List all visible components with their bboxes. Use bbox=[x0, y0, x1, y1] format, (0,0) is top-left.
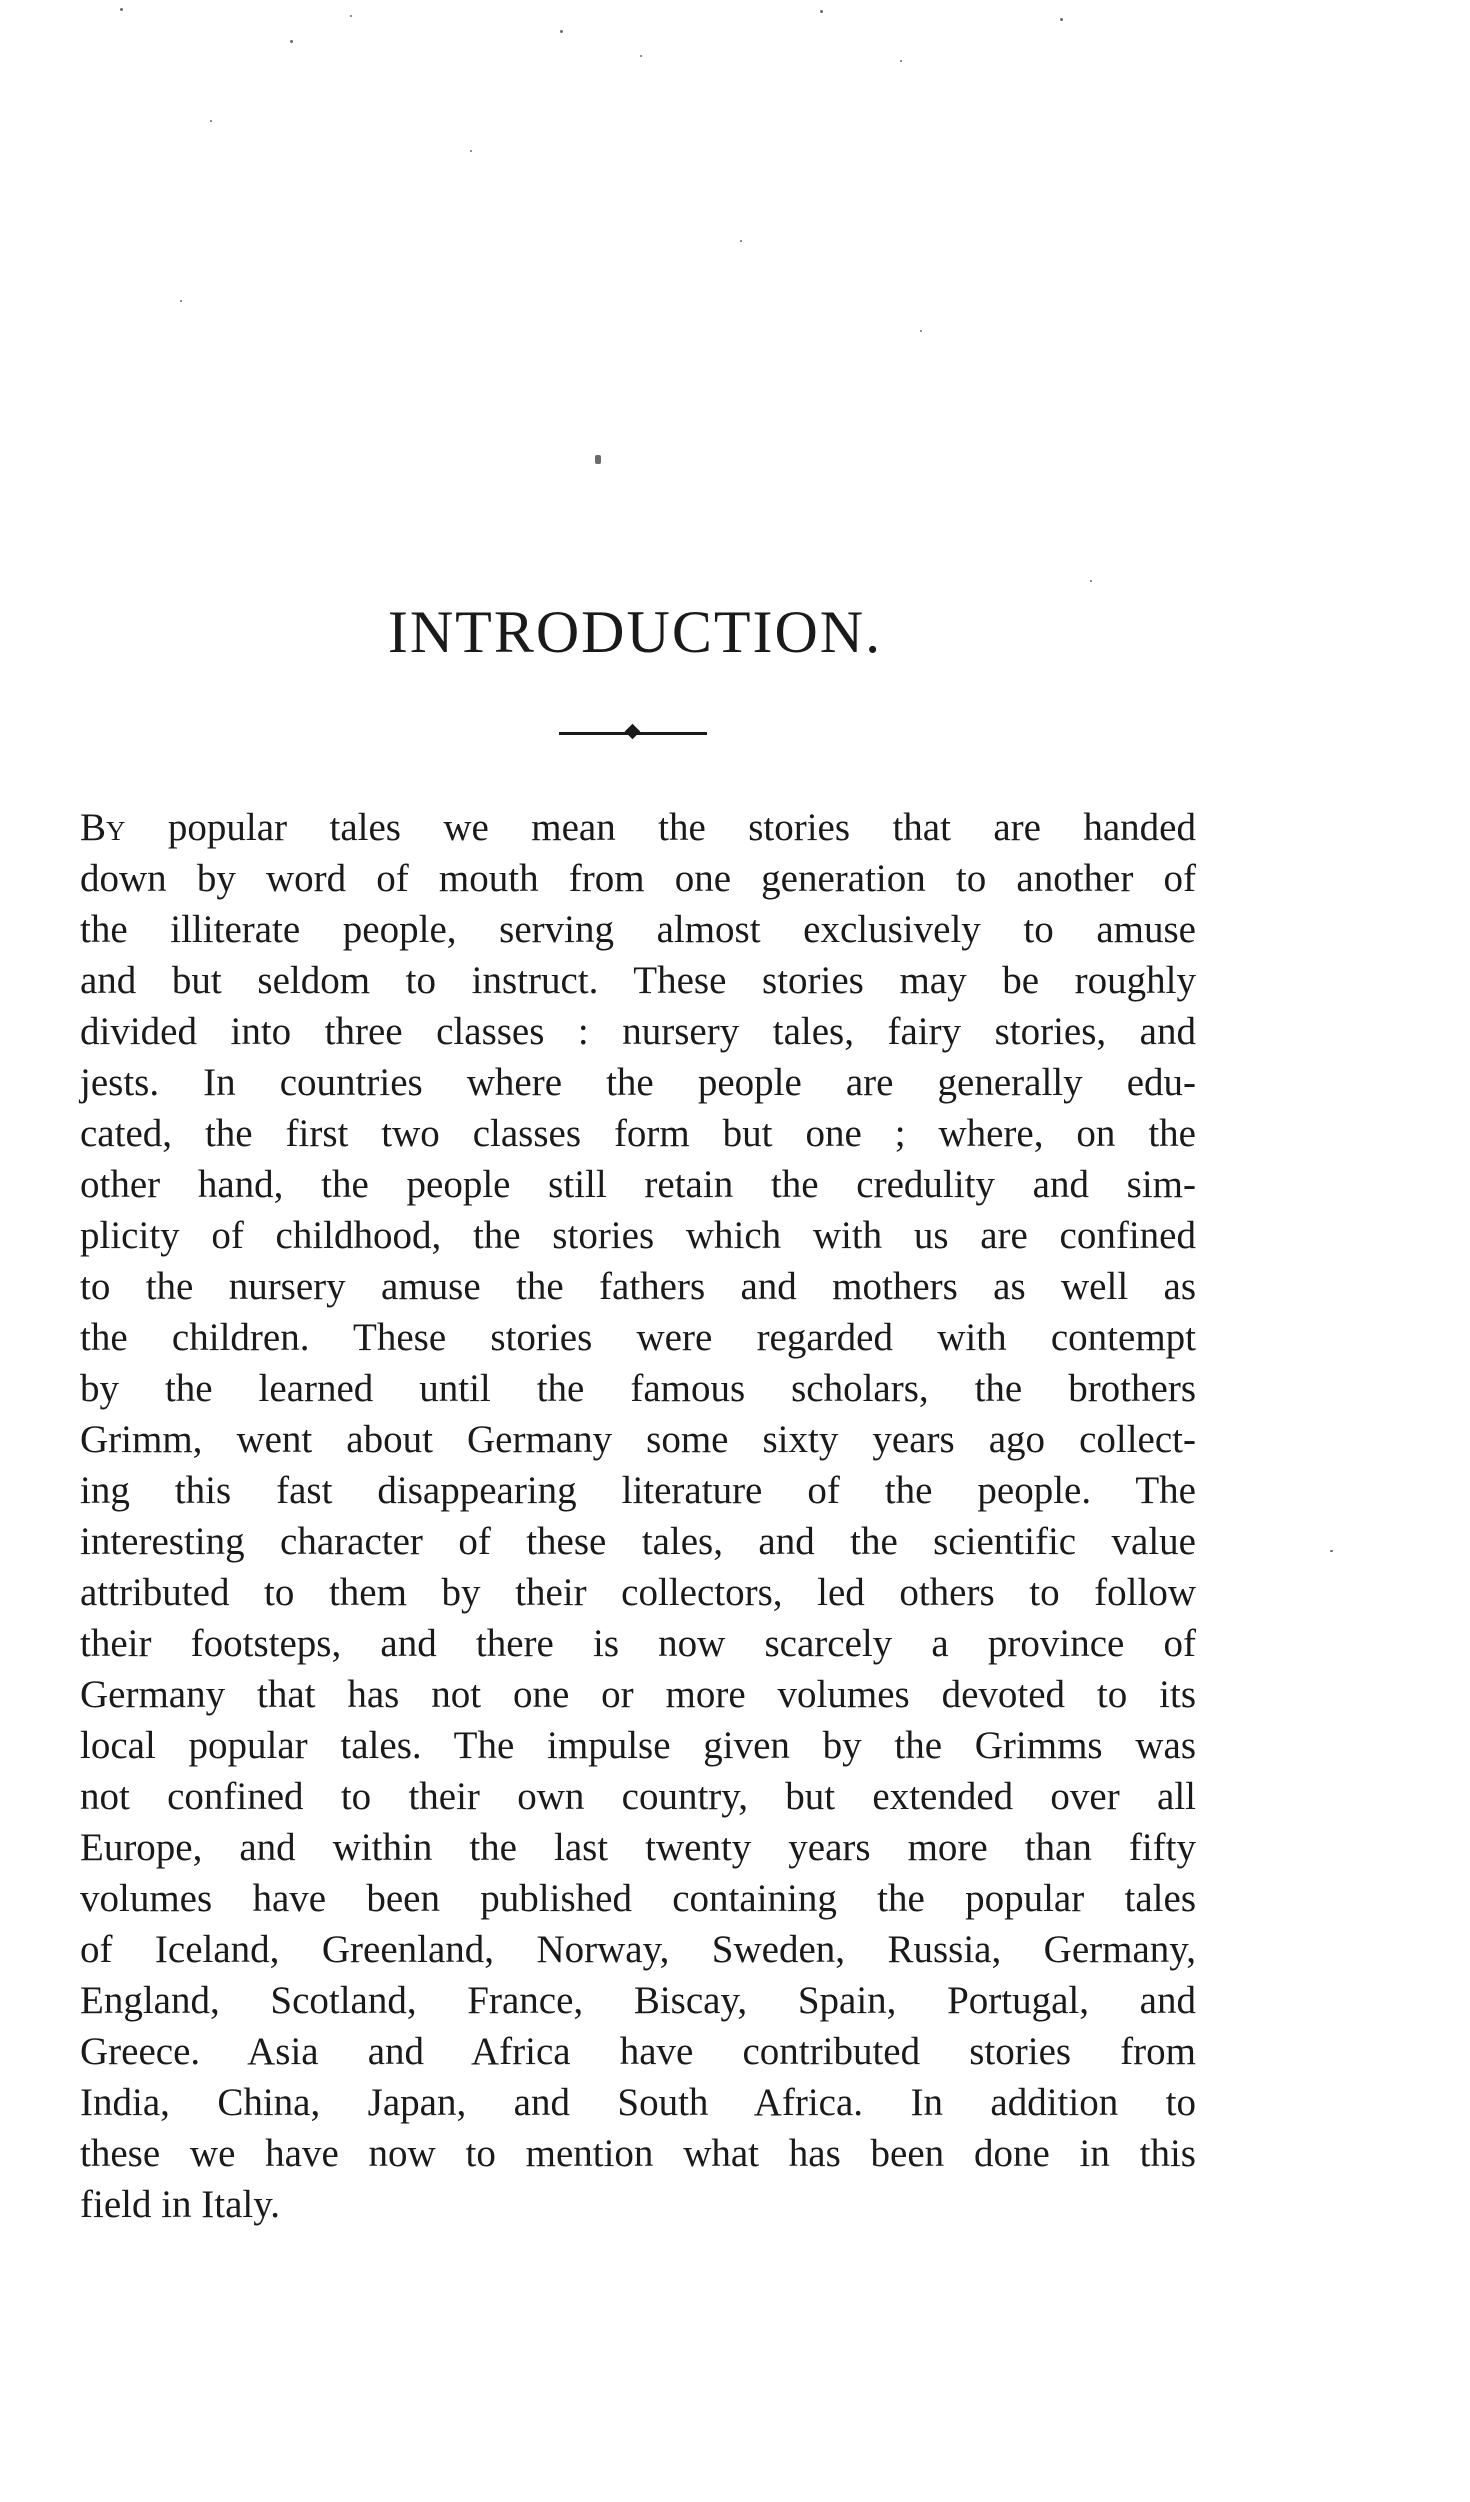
paragraph-line-16: attributed to them by their collectors, led others to follow bbox=[80, 1571, 1196, 1614]
paragraph-line-6: jests. In countries where the people are generally edu- bbox=[80, 1061, 1196, 1104]
paragraph-line-14: ing this fast disappearing literature of the people. The bbox=[80, 1469, 1196, 1512]
paragraph-line-3: the illiterate people, serving almost exclusively to amuse bbox=[80, 908, 1196, 951]
introduction-paragraph bbox=[80, 802, 1196, 2230]
paragraph-line-11: the children. These stories were regarded with contempt bbox=[80, 1316, 1196, 1359]
paragraph-line-7: cated, the first two classes form but one ; where, on the bbox=[80, 1112, 1196, 1155]
paragraph-line-2: down by word of mouth from one generation to another of bbox=[80, 857, 1196, 900]
paragraph-line-22: volumes have been published containing the popular tales bbox=[80, 1877, 1196, 1920]
paragraph-line-18: Germany that has not one or more volumes devoted to its bbox=[80, 1673, 1196, 1716]
paragraph-line-26: India, China, Japan, and South Africa. In addition to bbox=[80, 2081, 1196, 2124]
ornament-diamond bbox=[625, 724, 641, 740]
paragraph-line-10: to the nursery amuse the fathers and mothers as well as bbox=[80, 1265, 1196, 1308]
paragraph-line-24: England, Scotland, France, Biscay, Spain, Portugal, and bbox=[80, 1979, 1196, 2022]
paragraph-line-17: their footsteps, and there is now scarcely a province of bbox=[80, 1622, 1196, 1665]
paragraph-line-21: Europe, and within the last twenty years more than fifty bbox=[80, 1826, 1196, 1869]
paragraph-line-8: other hand, the people still retain the credulity and sim- bbox=[80, 1163, 1196, 1206]
paragraph-line-9: plicity of childhood, the stories which with us are confined bbox=[80, 1214, 1196, 1257]
paragraph-line-15: interesting character of these tales, and the scientific value bbox=[80, 1520, 1196, 1563]
paragraph-line-1: By popular tales we mean the stories that are handed bbox=[80, 806, 1196, 849]
paragraph-line-5: divided into three classes : nursery tales, fairy stories, and bbox=[80, 1010, 1196, 1053]
paragraph-line-23: of Iceland, Greenland, Norway, Sweden, Russia, Germany, bbox=[80, 1928, 1196, 1971]
paragraph-line-4: and but seldom to instruct. These stories may be roughly bbox=[80, 959, 1196, 1002]
paragraph-line-28: field in Italy. bbox=[80, 2183, 280, 2226]
paragraph-line-12: by the learned until the famous scholars, the brothers bbox=[80, 1367, 1196, 1410]
paragraph-line-27: these we have now to mention what has been done in this bbox=[80, 2132, 1196, 2175]
chapter-title: INTRODUCTION. bbox=[387, 599, 883, 665]
paragraph-line-13: Grimm, went about Germany some sixty years ago collect- bbox=[80, 1418, 1196, 1461]
paragraph-line-19: local popular tales. The impulse given by the Grimms was bbox=[80, 1724, 1196, 1767]
paragraph-line-25: Greece. Asia and Africa have contributed stories from bbox=[80, 2030, 1196, 2073]
drop-word: By bbox=[80, 806, 126, 849]
paragraph-line-20: not confined to their own country, but extended over all bbox=[80, 1775, 1196, 1818]
